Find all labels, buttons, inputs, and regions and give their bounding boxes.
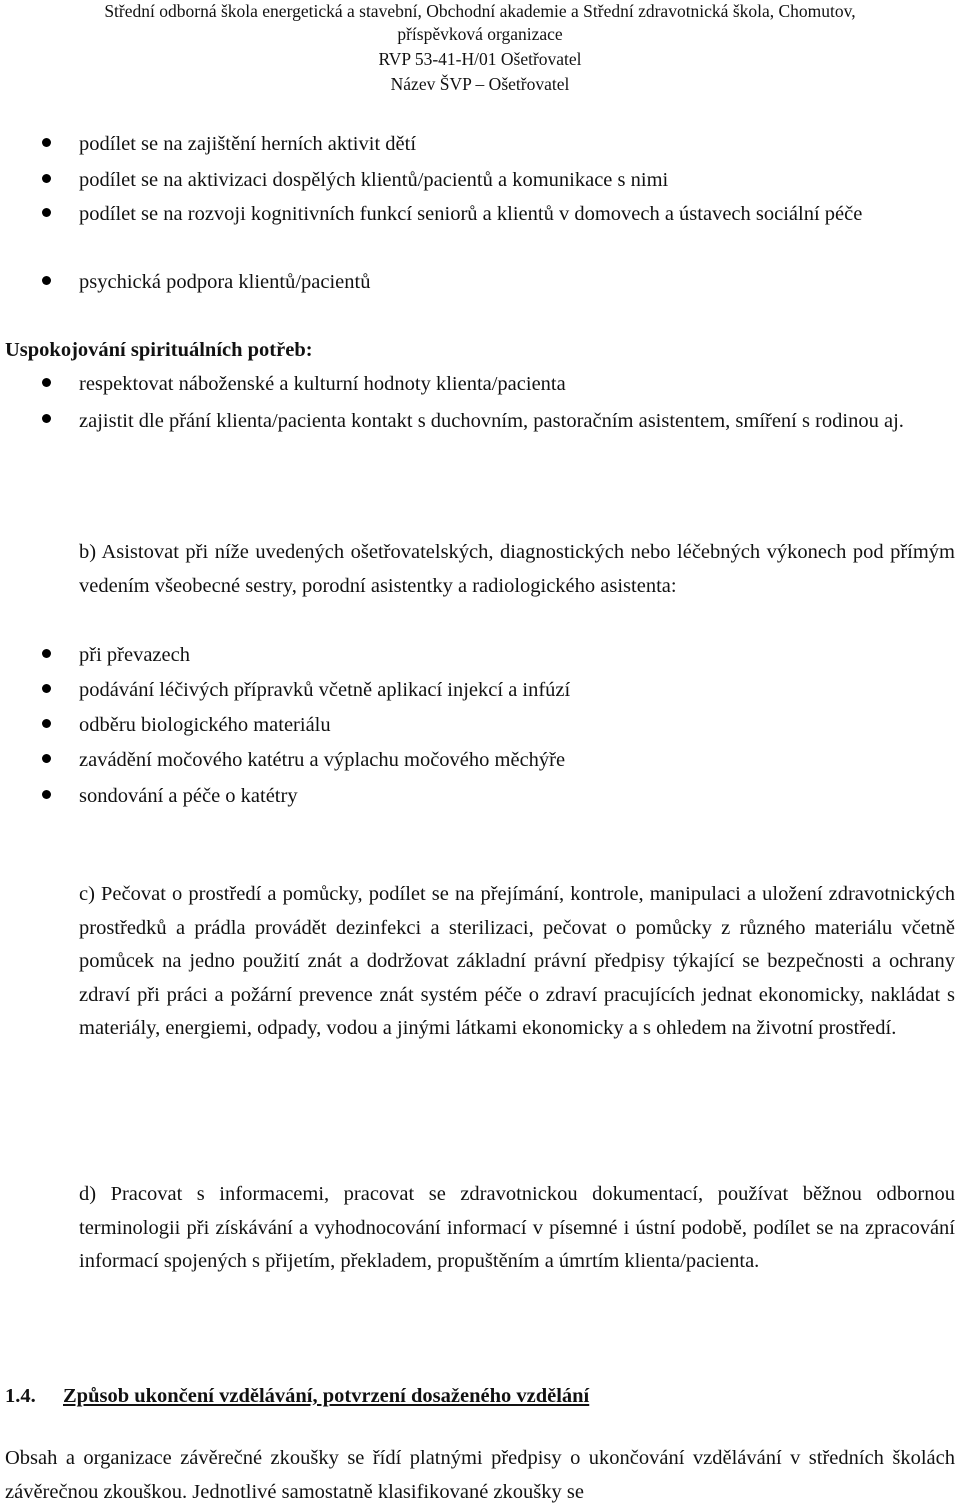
bullet-icon [42,378,51,387]
spiritual-needs-heading: Uspokojování spirituálních potřeb: [5,339,313,361]
section-b-intro: b) Asistovat při níže uvedených ošetřovatelských, diagnostických nebo léčebných výkonech pod přímým vedením všeobecné sestry, porodní asistentky a radiologického asistenta: [79,541,955,597]
bullet-icon [42,649,51,658]
bullet-icon [42,174,51,183]
section-d-paragraph: d) Pracovat s informacemi, pracovat se zdravotnickou dokumentací, používat běžnou odbornou terminologii při získávání a vyhodnocování informací v písemné i ústní podobě, podílet se na zpracování informací spojených s přijetím, překladem, propuštěním a úmrtím klienta/pacienta. [79,1183,955,1273]
bullet-icon [42,790,51,799]
bullet-icon [42,414,51,423]
section-heading [5,1380,589,1412]
header-school-name: Střední odborná škola energetická a stavební, Obchodní akademie a Střední zdravotnická škola, Chomutov, [104,1,856,21]
document-header [0,0,960,97]
header-rvp-code: RVP 53-41-H/01 Ošetřovatel [378,49,582,69]
bullet-icon [42,719,51,728]
bullet-icon [42,138,51,147]
closing-paragraph: Obsah a organizace závěrečné zkoušky se řídí platnými předpisy o ukončování vzdělávání v středních školách závěrečnou zkouškou. Jednotlivé samostatně klasifikované zkoušky se [5,1447,955,1503]
bullet-icon [42,684,51,693]
section-number: 1.4. [5,1385,36,1407]
header-organization-type: příspěvková organizace [397,24,563,44]
header-svp-name: Název ŠVP – Ošetřovatel [390,74,570,94]
section-c-paragraph: c) Pečovat o prostředí a pomůcky, podílet se na přejímání, kontrole, manipulaci a uložení zdravotnických prostředků a prádla provádět dezinfekci a sterilizaci, pečovat o pomůcky z různého materiálu včetně pomůcek na jedno použití znát a dodržovat základní právní předpisy týkající se bezpečnosti a ochrany zdraví při práci a požární prevence znát systém péče o zdraví pracujících jednat ekonomicky, nakládat s materiály, energiemi, odpady, vodou a jinými látkami ekonomicky a s ohledem na životní prostředí. [79,883,955,1040]
bullet-icon [42,208,51,217]
section-title: Způsob ukončení vzdělávání, potvrzení dosaženého vzdělání [63,1385,590,1407]
bullet-icon [42,276,51,285]
bullet-icon [42,754,51,763]
